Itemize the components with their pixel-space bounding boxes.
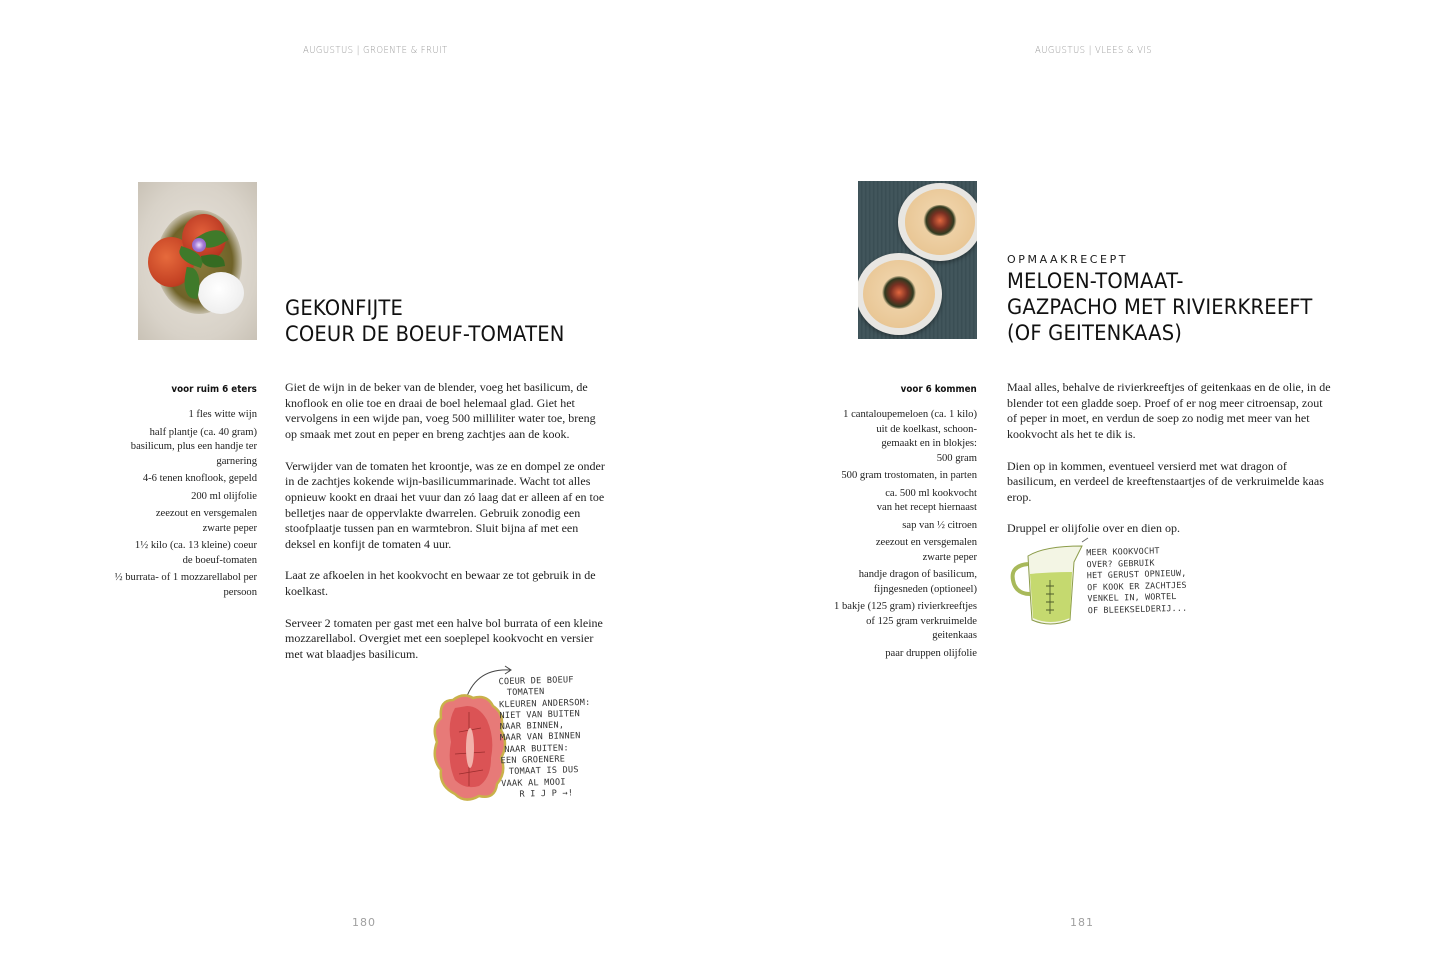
ingredient: ½ burrata- of 1 mozzarellabol per persoon bbox=[114, 572, 257, 598]
recipe-method bbox=[1007, 380, 1332, 553]
title-line: GAZPACHO MET RIVIERKREEFT bbox=[1007, 295, 1313, 319]
recipe-photo bbox=[138, 182, 257, 340]
title-line: GEKONFIJTE bbox=[285, 296, 404, 320]
ingredient: 1 cantaloupemeloen (ca. 1 kilo) uit de koelkast, schoon- gemaakt en in blokjes: 500 gram bbox=[843, 409, 977, 464]
method-paragraph: Laat ze afkoelen in het kookvocht en bewaar ze tot gebruik in de koelkast. bbox=[285, 568, 596, 599]
recipe-title bbox=[1007, 268, 1313, 346]
ingredient: sap van ½ citroen bbox=[902, 519, 977, 531]
title-line: COEUR DE BOEUF-TOMATEN bbox=[285, 322, 565, 346]
title-line: MELOEN-TOMAAT- bbox=[1007, 269, 1184, 293]
method-paragraph: Dien op in kommen, eventueel versierd met wat dragon of basilicum, en verdeel de kreeftenstaartjes of de verkruimelde kaas erop. bbox=[1007, 458, 1324, 504]
title-line: (OF GEITENKAAS) bbox=[1007, 321, 1183, 345]
tomato-sketch bbox=[425, 662, 610, 810]
ingredient: ca. 500 ml kookvocht van het recept hiernaast bbox=[876, 487, 977, 513]
recipe-kicker: OPMAAKRECEPT bbox=[1007, 253, 1129, 266]
method-paragraph: Serveer 2 tomaten per gast met een halve bol burrata of een kleine mozzarellabol. Overgiet met een soeplepel kookvocht en versier met wat blaadjes basilicum. bbox=[285, 615, 603, 661]
ingredient: 1½ kilo (ca. 13 kleine) coeur de boeuf-tomaten bbox=[134, 540, 257, 566]
ingredient: 4-6 tenen knoflook, gepeld bbox=[142, 473, 257, 484]
measuring-jug-sketch bbox=[1000, 532, 1215, 637]
running-head: AUGUSTUS | GROENTE & FRUIT bbox=[303, 45, 448, 56]
sketch-note: MEER KOOKVOCHT OVER? GEBRUIK HET GERUST OPNIEUW, OF KOOK ER ZACHTJES VENKEL IN, WORTEL OF BLEEKSELDERIJ... bbox=[1086, 545, 1188, 616]
ingredient: 1 fles witte wijn bbox=[188, 409, 257, 420]
recipe-photo bbox=[858, 181, 977, 339]
method-paragraph: Maal alles, behalve de rivierkreeftjes of geitenkaas en de olie, in de blender tot een gladde soep. Proef of er nog meer citroensap, zout of peper in moet, en verdun de soep zo nodig met meer van het kookvocht als het te dik is. bbox=[1007, 380, 1331, 442]
ingredient: 1 bakje (125 gram) rivierkreeftjes of 125 gram verkruimelde geitenkaas bbox=[834, 601, 977, 641]
method-paragraph: Druppel er olijfolie over en dien op. bbox=[1007, 521, 1180, 536]
ingredient: half plantje (ca. 40 gram) basilicum, plus een handje ter garnering bbox=[130, 426, 257, 467]
recipe-method bbox=[285, 380, 610, 678]
running-head: AUGUSTUS | VLEES & VIS bbox=[1035, 45, 1153, 56]
ingredient-list bbox=[807, 408, 977, 664]
method-paragraph: Giet de wijn in de beker van de blender, voeg het basilicum, de knoflook en olie toe en draai de boel helemaal glad. Giet het vervolgens in een wijde pan, voeg 500 milliliter water toe, breng op smaak met zout en peper en breng zachtjes aan de kook. bbox=[285, 380, 596, 442]
measuring-jug-icon bbox=[1000, 532, 1090, 632]
ingredient: paar druppen olijfolie bbox=[885, 647, 977, 659]
ingredient: handje dragon of basilicum, fijngesneden (optioneel) bbox=[858, 569, 977, 595]
yield-label: voor 6 kommen bbox=[900, 384, 977, 395]
method-paragraph: Verwijder van de tomaten het kroontje, was ze en dompel ze onder in de zachtjes kokende wijn-basilicummarinade. Wacht tot alles opnieuw kookt en draai het vuur dan zó laag dat er alleen af en toe belletjes naar de oppervlakte dwarrelen. Gebruik zonodig een stoofplaatje tussen pan en warmtebron. Sluit bijna af met een deksel en konfijt de tomaten 4 uur. bbox=[285, 458, 605, 552]
ingredient: zeezout en versgemalen zwarte peper bbox=[155, 508, 257, 534]
ingredient: 200 ml olijfolie bbox=[191, 490, 257, 502]
ingredient: 500 gram trostomaten, in parten bbox=[841, 470, 977, 481]
sketch-note: COEUR DE BOEUF TOMATEN KLEUREN ANDERSOM: NIET VAN BUITEN NAAR BINNEN, MAAR VAN BINNEN NAAR BUITEN: EEN GROENERE TOMAAT IS DUS VAAK AL MOOI R I J P →! bbox=[498, 675, 591, 800]
ingredient-list bbox=[97, 408, 257, 603]
page-number: 181 bbox=[1070, 916, 1094, 929]
yield-label: voor ruim 6 eters bbox=[171, 384, 257, 395]
recipe-title bbox=[285, 295, 565, 347]
page-number: 180 bbox=[352, 916, 376, 929]
ingredient: zeezout en versgemalen zwarte peper bbox=[875, 537, 977, 563]
